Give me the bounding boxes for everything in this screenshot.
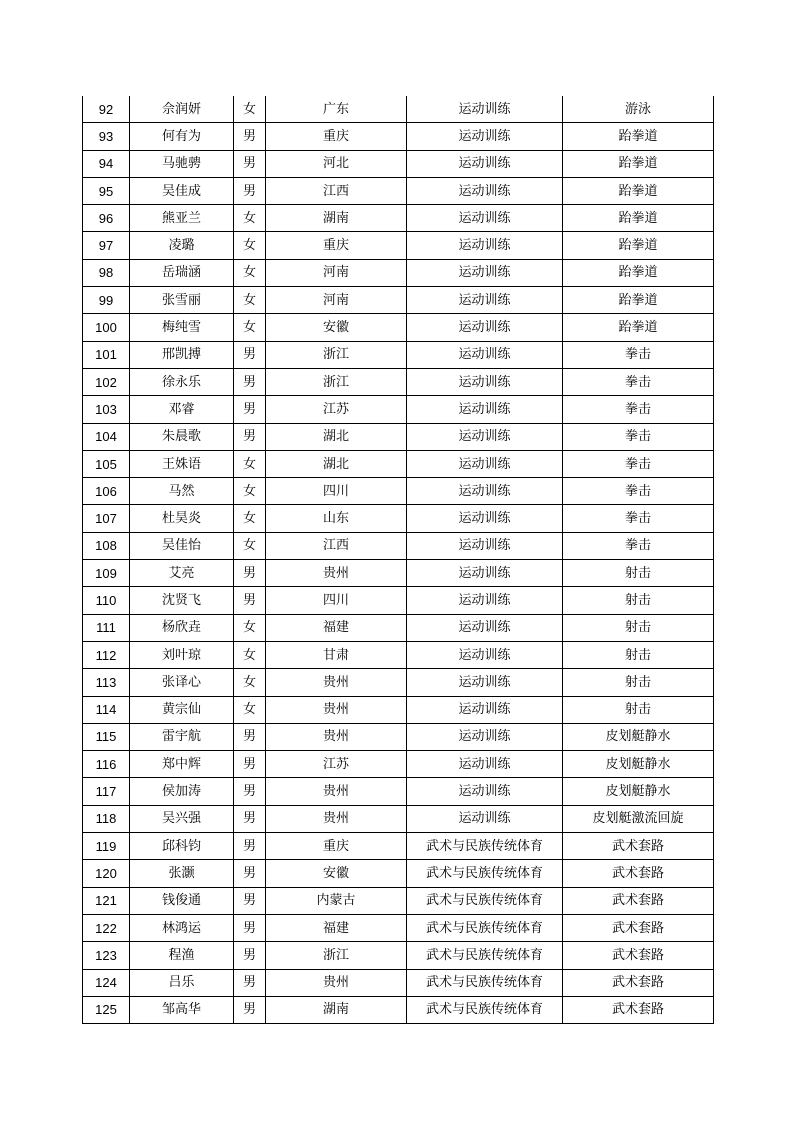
sport-cell: 武术套路 [563, 833, 714, 860]
sport-cell: 跆拳道 [563, 232, 714, 259]
table-row [83, 287, 714, 314]
major-cell: 运动训练 [407, 368, 563, 395]
gender-cell: 男 [234, 177, 266, 204]
table-row [83, 450, 714, 477]
major-cell: 运动训练 [407, 778, 563, 805]
roster-table-body [83, 96, 714, 1024]
name-cell: 朱晨歌 [130, 423, 234, 450]
major-cell: 运动训练 [407, 505, 563, 532]
province-cell: 江苏 [266, 396, 407, 423]
table-row [83, 805, 714, 832]
major-cell: 运动训练 [407, 669, 563, 696]
major-cell: 运动训练 [407, 751, 563, 778]
table-row [83, 778, 714, 805]
province-cell: 安徽 [266, 860, 407, 887]
table-row [83, 314, 714, 341]
name-cell: 何有为 [130, 123, 234, 150]
gender-cell: 男 [234, 123, 266, 150]
table-row [83, 669, 714, 696]
name-cell: 张灏 [130, 860, 234, 887]
table-row [83, 887, 714, 914]
name-cell: 杨欣垚 [130, 614, 234, 641]
name-cell: 徐永乐 [130, 368, 234, 395]
province-cell: 山东 [266, 505, 407, 532]
major-cell: 运动训练 [407, 696, 563, 723]
province-cell: 四川 [266, 587, 407, 614]
province-cell: 江苏 [266, 751, 407, 778]
sport-cell: 拳击 [563, 505, 714, 532]
gender-cell: 男 [234, 368, 266, 395]
row-number-cell: 93 [83, 123, 130, 150]
table-row [83, 368, 714, 395]
major-cell: 运动训练 [407, 232, 563, 259]
name-cell: 郑中辉 [130, 751, 234, 778]
major-cell: 运动训练 [407, 96, 563, 123]
province-cell: 重庆 [266, 123, 407, 150]
name-cell: 林鸿运 [130, 914, 234, 941]
major-cell: 武术与民族传统体育 [407, 942, 563, 969]
major-cell: 运动训练 [407, 450, 563, 477]
name-cell: 刘叶琼 [130, 641, 234, 668]
name-cell: 艾亮 [130, 560, 234, 587]
row-number-cell: 103 [83, 396, 130, 423]
row-number-cell: 116 [83, 751, 130, 778]
table-row [83, 587, 714, 614]
province-cell: 福建 [266, 614, 407, 641]
name-cell: 马然 [130, 478, 234, 505]
major-cell: 运动训练 [407, 560, 563, 587]
name-cell: 王姝语 [130, 450, 234, 477]
gender-cell: 女 [234, 259, 266, 286]
table-row [83, 505, 714, 532]
row-number-cell: 95 [83, 177, 130, 204]
major-cell: 武术与民族传统体育 [407, 833, 563, 860]
row-number-cell: 92 [83, 96, 130, 123]
sport-cell: 射击 [563, 614, 714, 641]
major-cell: 运动训练 [407, 614, 563, 641]
sport-cell: 游泳 [563, 96, 714, 123]
sport-cell: 武术套路 [563, 914, 714, 941]
row-number-cell: 98 [83, 259, 130, 286]
sport-cell: 跆拳道 [563, 314, 714, 341]
name-cell: 吴佳怡 [130, 532, 234, 559]
table-row [83, 696, 714, 723]
row-number-cell: 122 [83, 914, 130, 941]
sport-cell: 跆拳道 [563, 287, 714, 314]
gender-cell: 女 [234, 96, 266, 123]
row-number-cell: 97 [83, 232, 130, 259]
province-cell: 河北 [266, 150, 407, 177]
sport-cell: 拳击 [563, 423, 714, 450]
gender-cell: 男 [234, 805, 266, 832]
row-number-cell: 121 [83, 887, 130, 914]
row-number-cell: 124 [83, 969, 130, 996]
table-row [83, 969, 714, 996]
name-cell: 邱科钧 [130, 833, 234, 860]
row-number-cell: 114 [83, 696, 130, 723]
major-cell: 运动训练 [407, 723, 563, 750]
gender-cell: 女 [234, 287, 266, 314]
table-row [83, 123, 714, 150]
name-cell: 程渔 [130, 942, 234, 969]
major-cell: 武术与民族传统体育 [407, 996, 563, 1023]
sport-cell: 跆拳道 [563, 150, 714, 177]
gender-cell: 女 [234, 505, 266, 532]
row-number-cell: 110 [83, 587, 130, 614]
gender-cell: 男 [234, 723, 266, 750]
gender-cell: 男 [234, 587, 266, 614]
name-cell: 吴佳成 [130, 177, 234, 204]
major-cell: 武术与民族传统体育 [407, 914, 563, 941]
name-cell: 熊亚兰 [130, 205, 234, 232]
major-cell: 运动训练 [407, 259, 563, 286]
table-row [83, 341, 714, 368]
name-cell: 岳瑞涵 [130, 259, 234, 286]
gender-cell: 男 [234, 833, 266, 860]
row-number-cell: 111 [83, 614, 130, 641]
sport-cell: 拳击 [563, 478, 714, 505]
name-cell: 邢凯搏 [130, 341, 234, 368]
gender-cell: 女 [234, 232, 266, 259]
province-cell: 贵州 [266, 669, 407, 696]
province-cell: 河南 [266, 259, 407, 286]
gender-cell: 男 [234, 914, 266, 941]
province-cell: 湖北 [266, 450, 407, 477]
name-cell: 杜昊炎 [130, 505, 234, 532]
gender-cell: 男 [234, 751, 266, 778]
major-cell: 运动训练 [407, 478, 563, 505]
sport-cell: 皮划艇静水 [563, 751, 714, 778]
province-cell: 湖南 [266, 205, 407, 232]
sport-cell: 皮划艇激流回旋 [563, 805, 714, 832]
table-row [83, 423, 714, 450]
gender-cell: 女 [234, 696, 266, 723]
major-cell: 运动训练 [407, 423, 563, 450]
table-row [83, 996, 714, 1023]
sport-cell: 皮划艇静水 [563, 723, 714, 750]
row-number-cell: 120 [83, 860, 130, 887]
major-cell: 运动训练 [407, 205, 563, 232]
sport-cell: 跆拳道 [563, 123, 714, 150]
row-number-cell: 123 [83, 942, 130, 969]
major-cell: 运动训练 [407, 641, 563, 668]
sport-cell: 射击 [563, 696, 714, 723]
province-cell: 重庆 [266, 833, 407, 860]
province-cell: 贵州 [266, 969, 407, 996]
row-number-cell: 107 [83, 505, 130, 532]
major-cell: 武术与民族传统体育 [407, 887, 563, 914]
name-cell: 黄宗仙 [130, 696, 234, 723]
sport-cell: 皮划艇静水 [563, 778, 714, 805]
table-row [83, 96, 714, 123]
row-number-cell: 104 [83, 423, 130, 450]
major-cell: 运动训练 [407, 532, 563, 559]
sport-cell: 跆拳道 [563, 177, 714, 204]
table-row [83, 205, 714, 232]
table-row [83, 751, 714, 778]
major-cell: 运动训练 [407, 341, 563, 368]
sport-cell: 武术套路 [563, 996, 714, 1023]
row-number-cell: 102 [83, 368, 130, 395]
sport-cell: 拳击 [563, 532, 714, 559]
gender-cell: 女 [234, 614, 266, 641]
major-cell: 武术与民族传统体育 [407, 860, 563, 887]
row-number-cell: 118 [83, 805, 130, 832]
table-row [83, 560, 714, 587]
row-number-cell: 106 [83, 478, 130, 505]
sport-cell: 跆拳道 [563, 259, 714, 286]
major-cell: 运动训练 [407, 177, 563, 204]
province-cell: 安徽 [266, 314, 407, 341]
gender-cell: 男 [234, 341, 266, 368]
table-row [83, 232, 714, 259]
sport-cell: 射击 [563, 560, 714, 587]
table-row [83, 614, 714, 641]
province-cell: 内蒙古 [266, 887, 407, 914]
gender-cell: 男 [234, 860, 266, 887]
table-row [83, 860, 714, 887]
row-number-cell: 101 [83, 341, 130, 368]
sport-cell: 跆拳道 [563, 205, 714, 232]
sport-cell: 武术套路 [563, 969, 714, 996]
sport-cell: 武术套路 [563, 942, 714, 969]
major-cell: 武术与民族传统体育 [407, 969, 563, 996]
province-cell: 河南 [266, 287, 407, 314]
major-cell: 运动训练 [407, 396, 563, 423]
name-cell: 邓睿 [130, 396, 234, 423]
name-cell: 佘润妍 [130, 96, 234, 123]
sport-cell: 拳击 [563, 368, 714, 395]
sport-cell: 射击 [563, 669, 714, 696]
name-cell: 梅纯雪 [130, 314, 234, 341]
province-cell: 江西 [266, 532, 407, 559]
gender-cell: 女 [234, 478, 266, 505]
province-cell: 福建 [266, 914, 407, 941]
province-cell: 广东 [266, 96, 407, 123]
gender-cell: 女 [234, 641, 266, 668]
gender-cell: 男 [234, 778, 266, 805]
roster-table [82, 96, 714, 1024]
gender-cell: 女 [234, 532, 266, 559]
name-cell: 张雪丽 [130, 287, 234, 314]
row-number-cell: 94 [83, 150, 130, 177]
sport-cell: 射击 [563, 641, 714, 668]
major-cell: 运动训练 [407, 150, 563, 177]
row-number-cell: 113 [83, 669, 130, 696]
row-number-cell: 100 [83, 314, 130, 341]
province-cell: 江西 [266, 177, 407, 204]
table-row [83, 914, 714, 941]
row-number-cell: 108 [83, 532, 130, 559]
province-cell: 浙江 [266, 942, 407, 969]
sport-cell: 射击 [563, 587, 714, 614]
gender-cell: 女 [234, 205, 266, 232]
row-number-cell: 115 [83, 723, 130, 750]
province-cell: 贵州 [266, 696, 407, 723]
gender-cell: 女 [234, 450, 266, 477]
table-row [83, 723, 714, 750]
province-cell: 四川 [266, 478, 407, 505]
province-cell: 贵州 [266, 560, 407, 587]
gender-cell: 男 [234, 560, 266, 587]
table-row [83, 259, 714, 286]
gender-cell: 男 [234, 423, 266, 450]
name-cell: 钱俊通 [130, 887, 234, 914]
row-number-cell: 96 [83, 205, 130, 232]
name-cell: 邹高华 [130, 996, 234, 1023]
name-cell: 马驰骋 [130, 150, 234, 177]
province-cell: 湖北 [266, 423, 407, 450]
table-row [83, 396, 714, 423]
gender-cell: 男 [234, 969, 266, 996]
row-number-cell: 112 [83, 641, 130, 668]
row-number-cell: 125 [83, 996, 130, 1023]
gender-cell: 女 [234, 669, 266, 696]
province-cell: 贵州 [266, 723, 407, 750]
major-cell: 运动训练 [407, 587, 563, 614]
sport-cell: 拳击 [563, 450, 714, 477]
major-cell: 运动训练 [407, 123, 563, 150]
gender-cell: 女 [234, 314, 266, 341]
table-row [83, 478, 714, 505]
sport-cell: 武术套路 [563, 887, 714, 914]
gender-cell: 男 [234, 887, 266, 914]
name-cell: 凌璐 [130, 232, 234, 259]
table-row [83, 177, 714, 204]
province-cell: 浙江 [266, 368, 407, 395]
row-number-cell: 99 [83, 287, 130, 314]
sport-cell: 武术套路 [563, 860, 714, 887]
name-cell: 张译心 [130, 669, 234, 696]
province-cell: 贵州 [266, 805, 407, 832]
major-cell: 运动训练 [407, 805, 563, 832]
row-number-cell: 105 [83, 450, 130, 477]
table-row [83, 150, 714, 177]
row-number-cell: 117 [83, 778, 130, 805]
province-cell: 甘肃 [266, 641, 407, 668]
name-cell: 雷宇航 [130, 723, 234, 750]
gender-cell: 男 [234, 942, 266, 969]
name-cell: 吴兴强 [130, 805, 234, 832]
name-cell: 侯加涛 [130, 778, 234, 805]
province-cell: 湖南 [266, 996, 407, 1023]
gender-cell: 男 [234, 996, 266, 1023]
row-number-cell: 119 [83, 833, 130, 860]
province-cell: 贵州 [266, 778, 407, 805]
gender-cell: 男 [234, 396, 266, 423]
row-number-cell: 109 [83, 560, 130, 587]
table-row [83, 833, 714, 860]
major-cell: 运动训练 [407, 314, 563, 341]
name-cell: 沈贤飞 [130, 587, 234, 614]
major-cell: 运动训练 [407, 287, 563, 314]
gender-cell: 男 [234, 150, 266, 177]
province-cell: 重庆 [266, 232, 407, 259]
table-row [83, 532, 714, 559]
sport-cell: 拳击 [563, 341, 714, 368]
sport-cell: 拳击 [563, 396, 714, 423]
table-row [83, 641, 714, 668]
name-cell: 吕乐 [130, 969, 234, 996]
province-cell: 浙江 [266, 341, 407, 368]
table-row [83, 942, 714, 969]
